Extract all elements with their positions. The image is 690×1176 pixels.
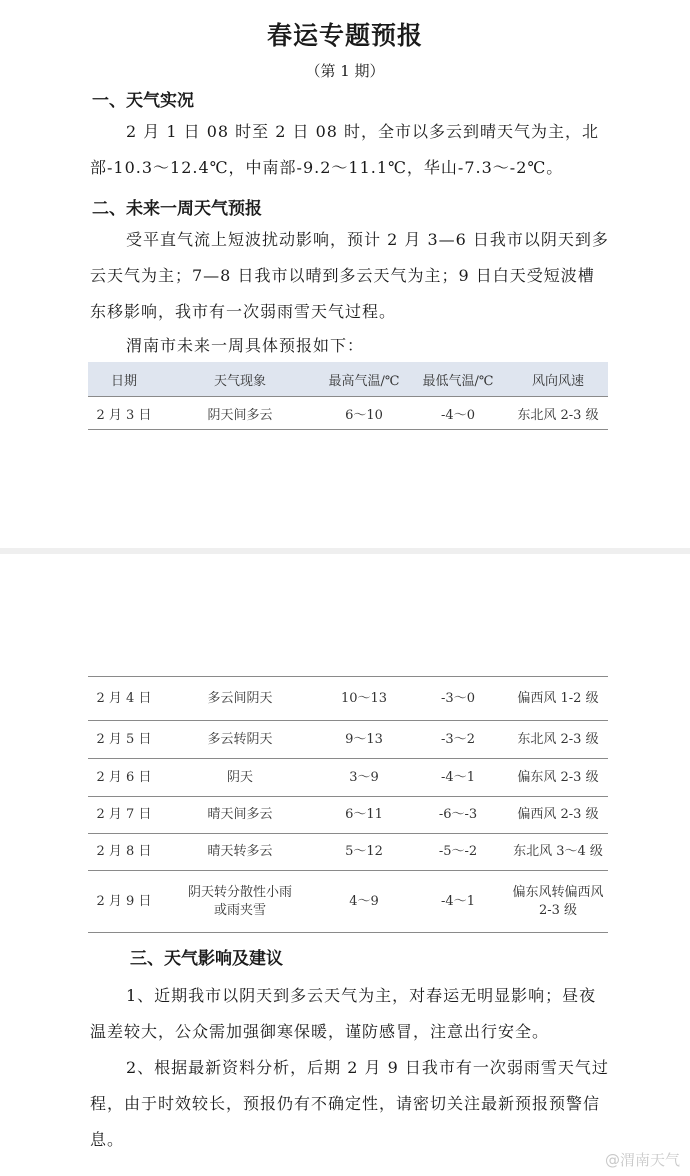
cell-max-temp: 3～9 xyxy=(320,759,408,797)
header-wind: 风向风速 xyxy=(508,362,608,397)
table-row xyxy=(88,871,608,933)
cell-wind: 偏西风 1-2 级 xyxy=(508,677,608,721)
cell-min-temp: -4～1 xyxy=(408,871,508,933)
cell-weather: 阴天转分散性小雨或雨夹雪 xyxy=(160,871,320,933)
cell-weather: 晴天间多云 xyxy=(160,797,320,834)
cell-max-temp: 5～12 xyxy=(320,834,408,871)
impact-paragraph-1 xyxy=(90,978,610,1050)
cell-min-temp: -3～0 xyxy=(408,677,508,721)
cell-max-temp: 6～10 xyxy=(320,397,408,430)
issue-number: （第 1 期） xyxy=(305,62,385,80)
table-header-row xyxy=(88,362,608,397)
cell-min-temp: -3～2 xyxy=(408,721,508,759)
cell-min-temp: -6～-3 xyxy=(408,797,508,834)
cell-weather: 晴天转多云 xyxy=(160,834,320,871)
table-row xyxy=(88,677,608,721)
section-heading-impact: 三、天气影响及建议 xyxy=(130,949,283,969)
header-min-temp: 最低气温/℃ xyxy=(408,362,508,397)
impact-paragraph-2 xyxy=(90,1050,610,1158)
cell-date: 2 月 5 日 xyxy=(88,721,160,759)
cell-date: 2 月 3 日 xyxy=(88,397,160,430)
document-title: 春运专题预报 xyxy=(266,21,423,50)
cell-date: 2 月 7 日 xyxy=(88,797,160,834)
week-forecast-paragraph xyxy=(90,222,610,330)
document-page-2 xyxy=(0,554,690,1176)
weather-report-text: 2 月 1 日 08 时至 2 日 08 时，全市以多云到晴天气为主，北部-10.3～12.4℃，中南部-9.2～11.1℃，华山-7.3～-2℃。 xyxy=(90,122,600,177)
document-page-1 xyxy=(0,0,690,548)
table-intro-text: 渭南市未来一周具体预报如下： xyxy=(126,336,365,355)
weibo-watermark xyxy=(605,1149,680,1170)
table-row xyxy=(88,397,608,430)
cell-wind: 偏东风 2-3 级 xyxy=(508,759,608,797)
section-heading-week-forecast: 二、未来一周天气预报 xyxy=(92,199,262,219)
cell-min-temp: -4～0 xyxy=(408,397,508,430)
cell-max-temp: 9～13 xyxy=(320,721,408,759)
table-row xyxy=(88,834,608,871)
cell-min-temp: -4～1 xyxy=(408,759,508,797)
week-forecast-text: 受平直气流上短波扰动影响，预计 2 月 3—6 日我市以阴天到多云天气为主；7—8 日我市以晴到多云天气为主；9 日白天受短波槽东移影响，我市有一次弱雨雪天气过程。 xyxy=(90,230,609,321)
table-row xyxy=(88,721,608,759)
impact-text-2: 2、根据最新资料分析，后期 2 月 9 日我市有一次弱雨雪天气过程，由于时效较长，预报仍有不确定性，请密切关注最新预报预警信息。 xyxy=(90,1058,609,1149)
cell-date: 2 月 8 日 xyxy=(88,834,160,871)
cell-wind: 偏西风 2-3 级 xyxy=(508,797,608,834)
forecast-table-part-1 xyxy=(88,362,608,430)
cell-wind: 偏东风转偏西风 2-3 级 xyxy=(508,871,608,933)
cell-date: 2 月 6 日 xyxy=(88,759,160,797)
watermark-text: @渭南天气 xyxy=(604,1151,680,1169)
table-row xyxy=(88,797,608,834)
cell-min-temp: -5～-2 xyxy=(408,834,508,871)
header-max-temp: 最高气温/℃ xyxy=(320,362,408,397)
cell-date: 2 月 4 日 xyxy=(88,677,160,721)
cell-weather: 多云转阴天 xyxy=(160,721,320,759)
weather-report-paragraph xyxy=(90,114,610,186)
cell-weather: 阴天 xyxy=(160,759,320,797)
header-date: 日期 xyxy=(88,362,160,397)
cell-weather: 阴天间多云 xyxy=(160,397,320,430)
table-row xyxy=(88,759,608,797)
cell-wind: 东北风 2-3 级 xyxy=(508,721,608,759)
cell-max-temp: 10～13 xyxy=(320,677,408,721)
cell-date: 2 月 9 日 xyxy=(88,871,160,933)
section-heading-weather-report: 一、天气实况 xyxy=(92,91,194,111)
forecast-table-part-2 xyxy=(88,676,608,933)
cell-max-temp: 6～11 xyxy=(320,797,408,834)
cell-max-temp: 4～9 xyxy=(320,871,408,933)
cell-wind: 东北风 2-3 级 xyxy=(508,397,608,430)
header-weather: 天气现象 xyxy=(160,362,320,397)
cell-wind: 东北风 3～4 级 xyxy=(508,834,608,871)
table-intro xyxy=(90,328,610,364)
cell-weather: 多云间阴天 xyxy=(160,677,320,721)
impact-text-1: 1、近期我市以阴天到多云天气为主，对春运无明显影响；昼夜温差较大，公众需加强御寒保暖，谨防感冒，注意出行安全。 xyxy=(90,986,597,1041)
